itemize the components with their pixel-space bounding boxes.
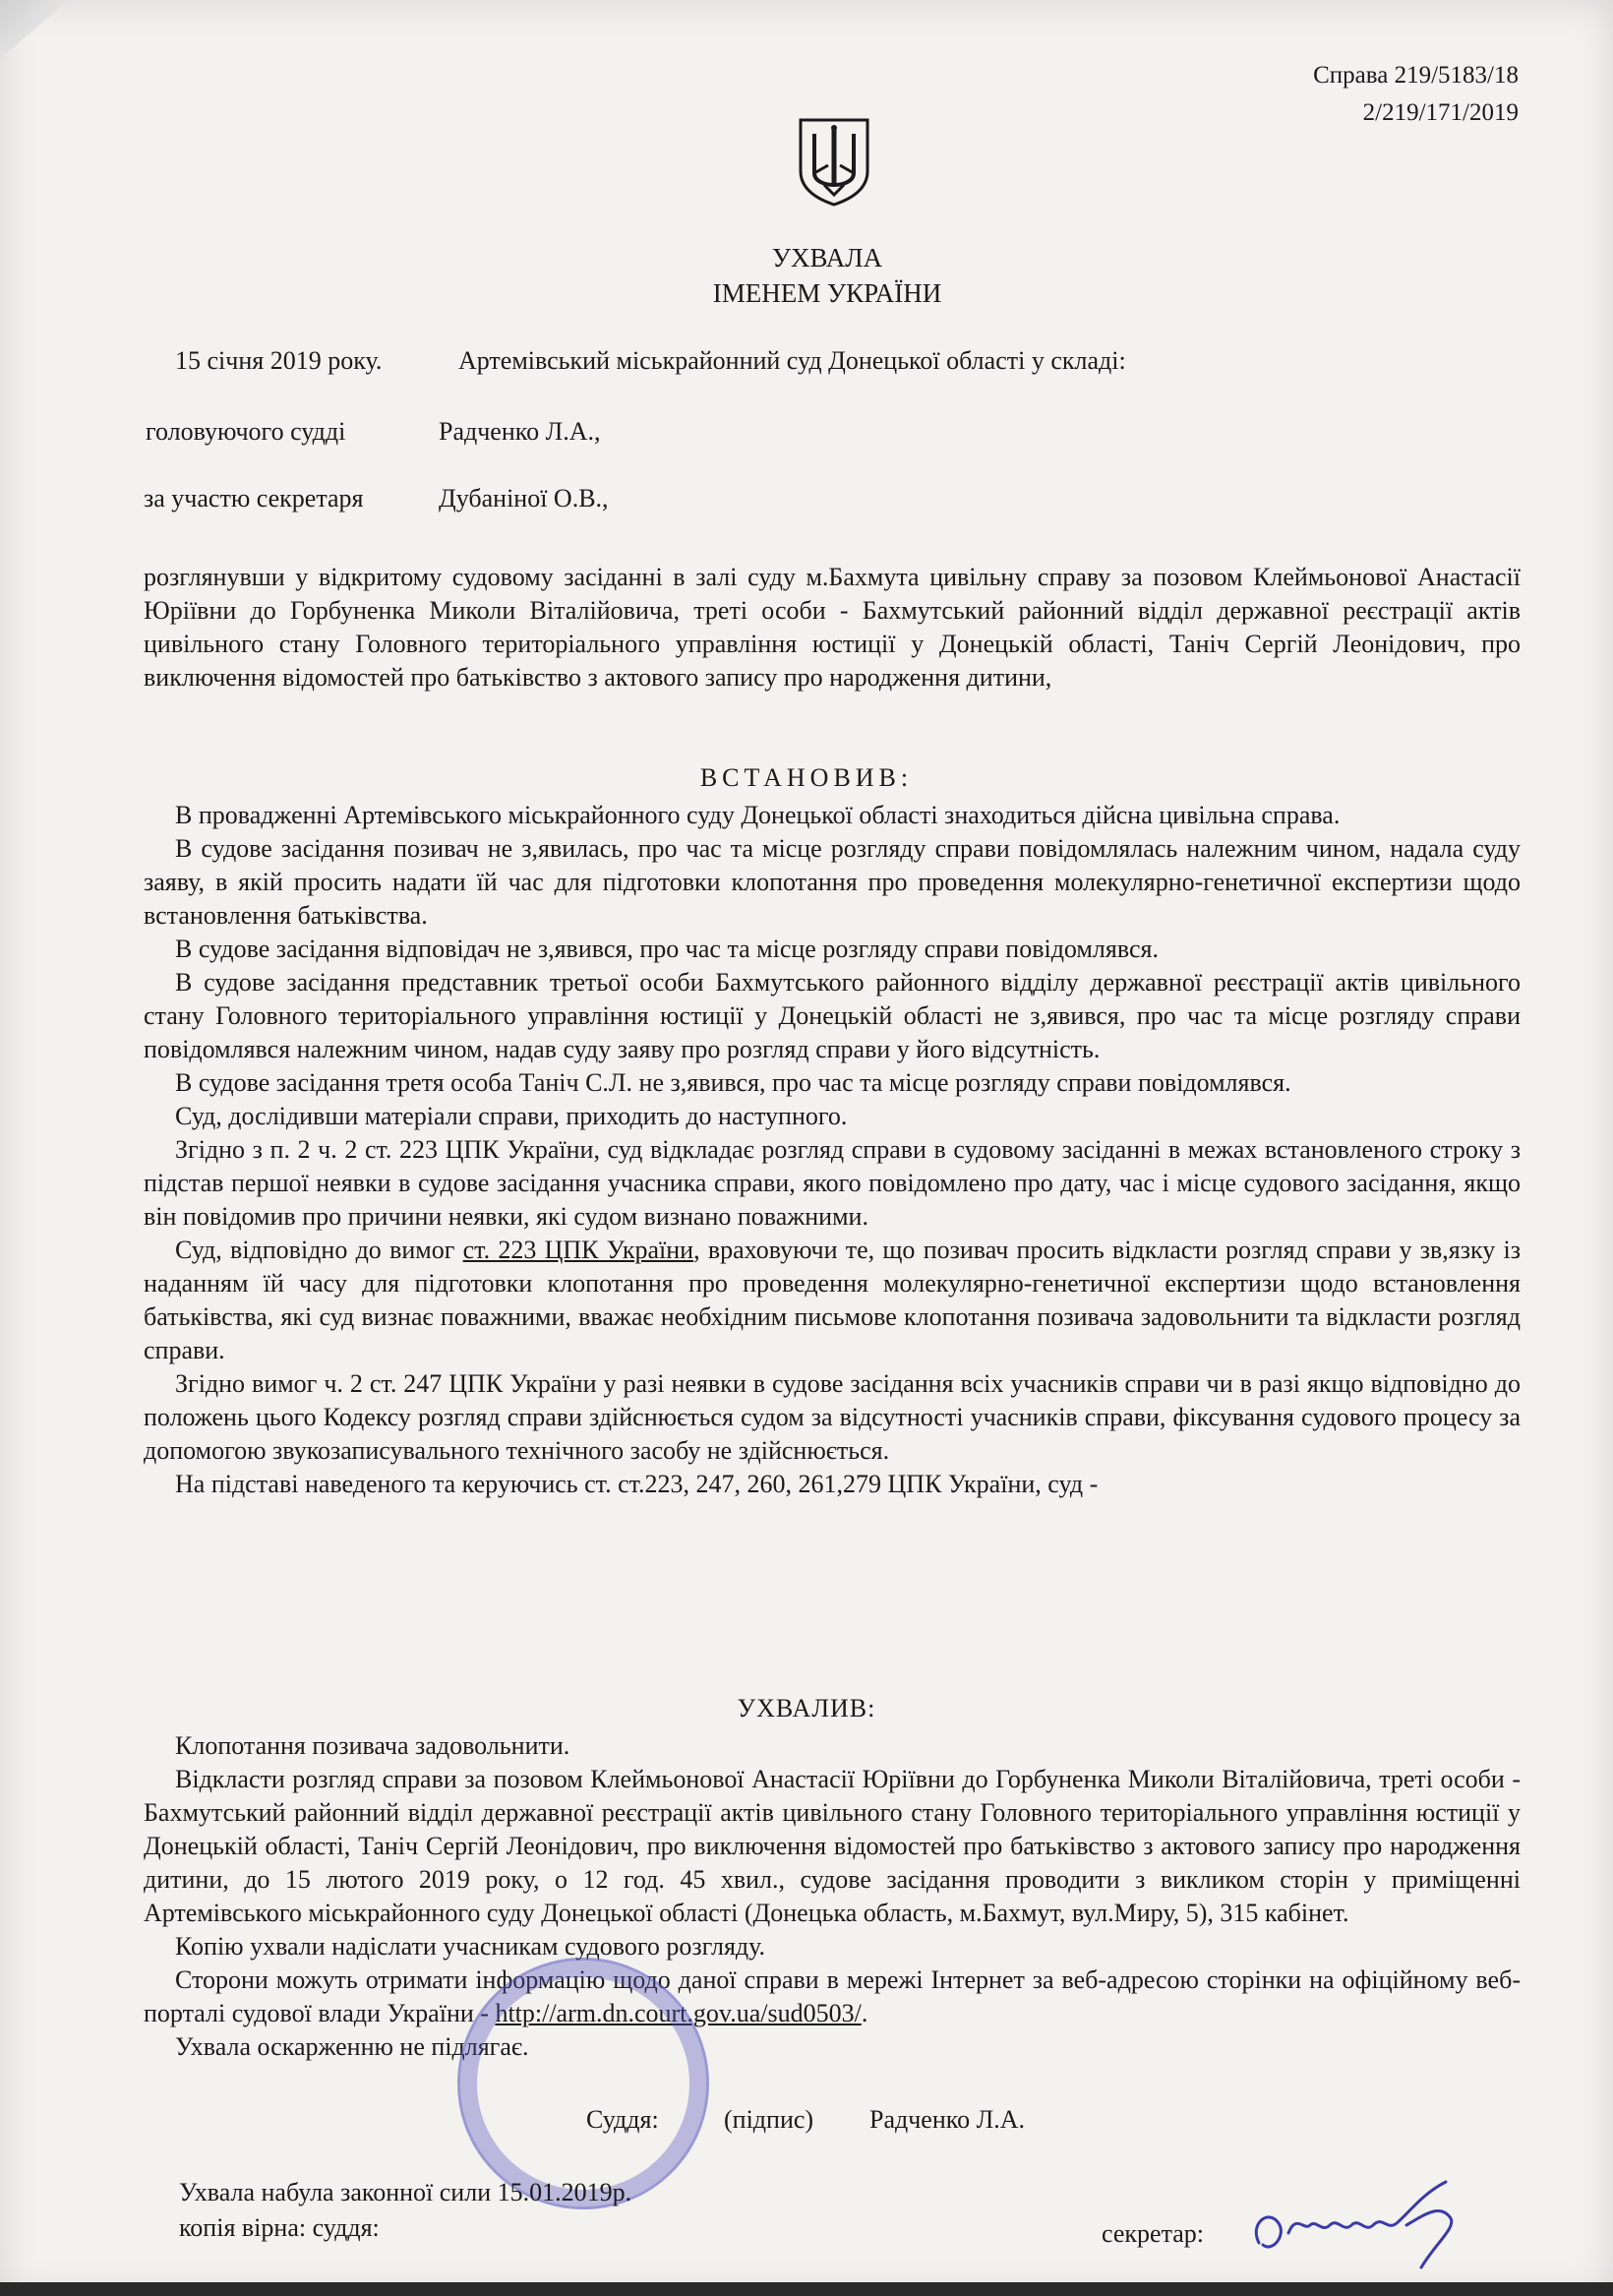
established-paragraph: В судове засідання третя особа Таніч С.Л. не з,явився, про час та місце розгляду справи повідомлявся. [175, 1068, 1291, 1097]
established-heading: ВСТАНОВИВ: [699, 763, 914, 792]
established-paragraph: В судове засідання відповідач не з,явився, про час та місце розгляду справи повідомлявся. [175, 935, 1159, 963]
legal-basis-paragraph: На підставі наведеного та керуючись ст. ст.223, 247, 260, 261,279 ЦПК України, суд - [175, 1470, 1099, 1498]
case-number-line1: Справа 219/5183/18 [1313, 62, 1519, 89]
preamble-paragraph [144, 561, 1521, 695]
portal-before: Сторони можуть отримати інформацію щодо даної справи в мережі Інтернет за веб-адресою сторінки на офіційному веб-порталі судової влади України - [144, 1965, 1521, 2027]
law-article-link[interactable]: ст. 223 ЦПК України [462, 1236, 694, 1264]
portal-paragraph [144, 1964, 1521, 2030]
judge-sign-name: Радченко Л.А. [869, 2105, 1025, 2134]
title-line1: УХВАЛА [771, 243, 883, 272]
preamble-text: розглянувши у відкритому судовому засіданні в залі суду м.Бахмута цивільну справу за позовом Клеймьонової Анастасії Юріївни до Горбуненка Миколи Віталійовича, треті особи - Бахмутський районний відділ державної реєстрації актів цивільного стану Головного територіального управління юстиції у Донецькій області, Таніч Сергій Леонідович, про виключення відомостей про батьківство з актового запису про народження дитини, [144, 563, 1521, 692]
secretary-sign-label: секретар: [1102, 2219, 1205, 2248]
decided-heading: УХВАЛИВ: [737, 1694, 876, 1722]
case-number [1313, 57, 1519, 132]
secretary-label: за участю секретаря [144, 484, 364, 513]
decided-paragraph: Відкласти розгляд справи за позовом Клеймьонової Анастасії Юріївни до Горбуненка Миколи Віталійовича, треті особи - Бахмутський районний відділ державної реєстрації актів цивільного стану Головного територіального управління юстиції у Донецькій області, Таніч Сергій Леонідович, про виключення відомостей про батьківство з актового запису про народження дитини, до 15 лютого 2019 року, о 12 год. 45 хвил., судове засідання проводити з викликом сторін у приміщенні Артемівського міськрайонного суду Донецької області (Донецька область, м.Бахмут, вул.Миру, 5), 315 кабінет. [144, 1765, 1521, 1927]
established-paragraph: Згідно з п. 2 ч. 2 ст. 223 ЦПК України, суд відкладає розгляд справи в судовому засіданні в межах встановленого строку з підстав першої неявки в судове засідання учасника справи, якого повідомлено про дату, час і місце судового засідання, якщо він повідомив про причини неявки, які судом визнано поважними. [144, 1135, 1521, 1231]
court-portal-link[interactable]: http://arm.dn.court.gov.ua/sud0503/ [495, 1999, 862, 2027]
court-reasoning-after: , враховуючи те, що позивач просить відкласти розгляд справи у зв,язку із наданням їй часу для підготовки клопотання про проведення молекулярно-генетичної експертизи щодо встановлення батьківства, які суд визнає поважними, вважає необхідним письмове клопотання позивача задовольнити та відкласти розгляд справи. [144, 1236, 1522, 1364]
judge-label: головуючого судді [146, 417, 346, 446]
handwritten-signature-icon [1239, 2174, 1495, 2272]
true-copy-line: копія вірна: суддя: [179, 2213, 380, 2242]
effective-date-line: Ухвала набула законної сили 15.01.2019р. [179, 2178, 632, 2206]
decided-section [144, 1729, 1521, 2064]
judge-name: Радченко Л.А., [439, 417, 601, 446]
no-appeal-paragraph: Ухвала оскарженню не підлягає. [175, 2032, 529, 2061]
scan-bottom-edge [0, 2282, 1613, 2296]
court-seal-stamp [457, 1958, 709, 2209]
portal-after: . [861, 1999, 868, 2027]
established-paragraph: Суд, дослідивши матеріали справи, приходить до наступного. [175, 1102, 848, 1130]
decided-paragraph: Копію ухвали надіслати учасникам судового розгляду. [175, 1932, 766, 1961]
coat-of-arms-icon [795, 116, 873, 207]
secretary-name: Дубаніної О.В., [439, 484, 609, 513]
decision-date: 15 січня 2019 року. [175, 346, 383, 375]
article-247-paragraph: Згідно вимог ч. 2 ст. 247 ЦПК України у разі неявки в судове засідання всіх учасників справи чи в разі якщо відповідно до положень цього Кодексу розгляд справи здійснюється судом за відсутності учасників справи, фіксування судового процесу за допомогою звукозаписувального технічного засобу не здійснюється. [144, 1369, 1521, 1465]
signed-mark: (підпис) [724, 2105, 814, 2134]
court-reasoning-before: Суд, відповідно до вимог [175, 1236, 463, 1264]
document-title [0, 240, 1613, 311]
court-composition: Артемівський міськрайонний суд Донецької області у складі: [458, 346, 1126, 375]
established-paragraph: В судове засідання представник третьої особи Бахмутського районного відділу державної реєстрації актів цивільного стану Головного територіального управління юстиції у Донецькій області не з,явився, про час та місце розгляду справи повідомлявся належним чином, надав суду заяву про розгляд справи у його відсутність. [144, 968, 1521, 1063]
established-section [144, 799, 1521, 1501]
title-line2: ІМЕНЕМ УКРАЇНИ [712, 278, 942, 308]
case-number-line2: 2/219/171/2019 [1362, 99, 1519, 126]
decided-paragraph: Клопотання позивача задовольнити. [175, 1731, 570, 1760]
page-corner-fold [0, 0, 69, 59]
established-paragraph: В судове засідання позивач не з,явилась, про час та місце розгляду справи повідомлялась належним чином, надала суду заяву, в якій просить надати їй час для підготовки клопотання про проведення молекулярно-генетичної експертизи щодо встановлення батьківства. [144, 834, 1521, 930]
judge-sign-label: Суддя: [586, 2105, 659, 2134]
court-reasoning-paragraph [144, 1234, 1521, 1367]
established-paragraph: В провадженні Артемівського міськрайонного суду Донецької області знаходиться дійсна цивільна справа. [175, 801, 1341, 829]
